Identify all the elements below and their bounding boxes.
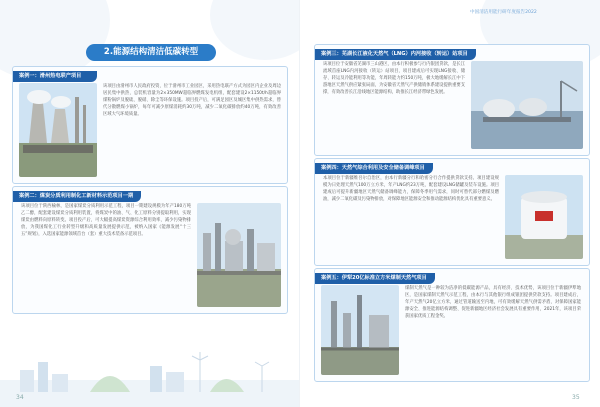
case-title-1: 案例一：滑州热电联产项目: [13, 71, 97, 82]
case-title-4: 案例四：天然气综合利用及安全储备调峰项目: [315, 163, 433, 174]
running-header: 中国清洁用能行研年度报告2022: [470, 10, 537, 15]
section-title: 2.能源结构清洁低碳转型: [86, 44, 216, 61]
case-card-1: [12, 66, 288, 184]
right-page: [300, 0, 600, 407]
case-card-5: [314, 268, 590, 382]
case-card-3: [314, 44, 590, 156]
case-card-2: [12, 186, 288, 314]
case-text-1: 该项目由滑州市人民政府投资，位于滑州市工业园区，采用热电联产方式为园区内企业及周边居民集中供热，总装机容量为2×350MW超临界燃煤发电机组，配套建设2×1150t/h超临界煤粉锅炉及脱硫、脱硝、除尘等环保设施。项目投产后，可满足园区及城区集中供热需求，替代分散燃煤小锅炉，每年可减少原煤消耗约30万吨，减少二氧化碳排放约40万吨，有效改善区域大气环境质量。: [103, 84, 281, 117]
chemical-plant-photo: [197, 203, 281, 307]
case-card-4: [314, 158, 590, 266]
case-text-4: 本项目位于新疆维吾尔自治区，由本行新疆分行和哈密分行合作提供贷款支持。项目建设规模为日处理天然气100万立方米，年产LNG约23万吨，配套建设LNG储罐及装车设施。项目建成后可提升新疆地区天然气储备调峰能力，保障冬季用气需求，同时可替代部分燃煤及燃油，减少二氧化碳及污染物排放，对保障地区能源安全和推动能源结构优化具有重要意义。: [323, 176, 499, 202]
city-skyline-decoration: [0, 352, 300, 407]
coal-gas-plant-photo: [321, 285, 399, 375]
case-title-2: 案例二：煤炭分质利用制化工新材料示范项目一期: [13, 191, 141, 202]
page-number-right: 35: [572, 394, 580, 401]
power-plant-photo: [19, 83, 97, 177]
case-text-5: 煤制天然气是一种较为洁净的低碳能源产品，具有经济、技术优势，该项目位于新疆伊犁地区，是国家煤制天然气示范工程，由本行与其他银行组成银团提供贷款支持。项目建成后，年产天然气20亿立方米，通过管道输送至内地，可有效缓解天然气供需矛盾，对保障国家能源安全、推进能源结构调整、促进新疆地区经济社会发展具有重要作用，2021年，该项目荣获国家优质工程金奖。: [405, 286, 581, 319]
lng-terminal-photo: [471, 61, 583, 149]
case-title-3: 案例三：芜湖长江液化天然气（LNG）内河接收（转运）站项目: [315, 49, 476, 60]
storage-tank-photo: [505, 175, 583, 259]
case-text-3: 该项目位于安徽省芜湖市三山港区，由本行积极参与行内银团贷款，是长江流域首座LNG内河接收（转运）站项目，项目建成后可实现LNG接收、储存、转运及冷能利用等功能，年周转能力约150万吨，极大地缓解长江中下游地区天然气供应紧张局面，为安徽省天然气产供储销体系建设提供重要支撑，有效改善长江沿线地区能源结构，助推长江经济带绿色发展。: [323, 62, 465, 95]
page-number-left: 34: [16, 394, 24, 401]
case-title-5: 案例五：伊犁20亿标准立方米煤制天然气项目: [315, 273, 435, 284]
case-text-2: 该项目位于陕西榆林，是国家煤炭分质利用示范工程，项目一期建设规模为年产180万吨乙二醇，配套建设煤炭分质利用装置，将煤炭中的油、气、化工原料分别提取利用，实现煤炭由燃料向原料转变。项目投产后，可大幅提高煤炭资源综合利用效率，减少污染物排放，为我国煤化工行业转型升级和高质量发展提供示范，被纳入国家《能源发展“十三五”规划》，入选国家能源领域首台（套）重大技术装备示范项目。: [21, 204, 191, 237]
